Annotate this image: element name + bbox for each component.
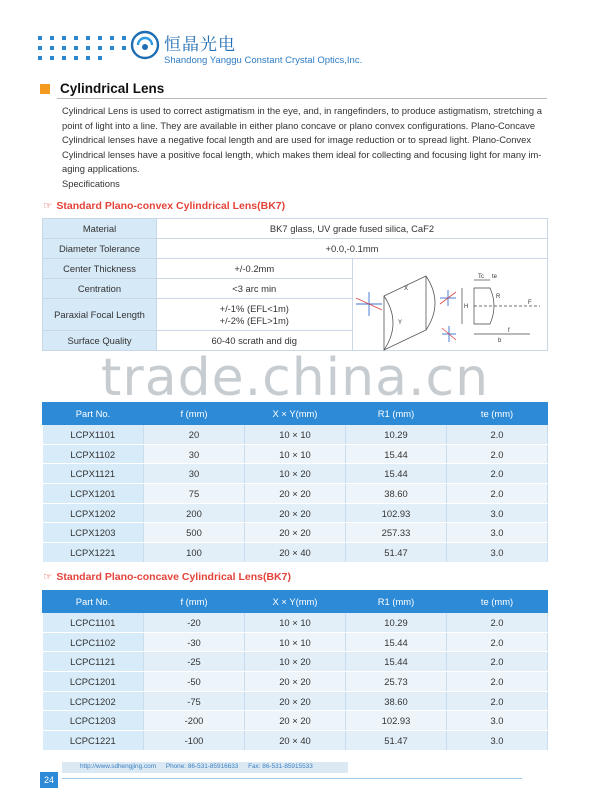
table-cell: LCPC1202 [43, 691, 144, 711]
table-cell: 10.29 [346, 613, 447, 633]
diagram-label: Tc [478, 274, 484, 280]
column-header: Part No. [43, 403, 144, 425]
header-dot [50, 36, 54, 40]
table-cell: 10.29 [346, 425, 447, 445]
pointing-hand-icon: ☞ [43, 200, 53, 212]
header-dot [62, 46, 66, 50]
company-name-en: Shandong Yanggu Constant Crystal Optics,Inc. [164, 55, 363, 66]
company-name-cn: 恒晶光电 [164, 35, 236, 55]
diagram-label: Y [398, 320, 403, 326]
header-dot [74, 56, 78, 60]
header-dot [110, 46, 114, 50]
header-dot [122, 36, 126, 40]
column-header: te (mm) [447, 591, 548, 613]
table-cell: LCPC1101 [43, 613, 144, 633]
spec-label: Paraxial Focal Length [43, 299, 157, 331]
header-dot [50, 56, 54, 60]
table-cell: 3.0 [447, 543, 548, 563]
table-cell: 20 × 40 [245, 731, 346, 751]
convex-table [42, 402, 548, 563]
table-cell: 500 [144, 523, 245, 543]
header-dot [86, 46, 90, 50]
table-cell: LCPC1102 [43, 632, 144, 652]
header-dot [86, 56, 90, 60]
spec-row [43, 239, 548, 259]
spec-value: 60-40 scrath and dig [157, 331, 353, 351]
table-cell: 20 × 20 [245, 672, 346, 692]
header-dot [62, 36, 66, 40]
table-cell: 10 × 10 [245, 444, 346, 464]
spec-value [157, 299, 353, 331]
table-cell: 2.0 [447, 613, 548, 633]
paraxial-value-1: +/-1% (EFL<1m) [219, 302, 289, 314]
diagram-label: te [492, 274, 498, 280]
table-cell: 2.0 [447, 691, 548, 711]
table-cell: 102.93 [346, 711, 447, 731]
section-marker [40, 84, 50, 94]
pointing-hand-icon: ☞ [43, 571, 53, 583]
table-cell: 20 × 40 [245, 543, 346, 563]
table-row [43, 632, 548, 652]
intro-line: Cylindrical lenses have a negative focal length and are used for image reduction or to spread light. Plano-Convex [62, 134, 532, 145]
table-cell: 3.0 [447, 731, 548, 751]
header-dot [110, 36, 114, 40]
concave-table [42, 590, 548, 751]
intro-line: Cylindrical lenses have a positive focal length, which makes them ideal for collecting and focusing light for many im- [62, 148, 542, 160]
table-row [43, 672, 548, 692]
table-cell: 51.47 [346, 731, 447, 751]
table-cell: 200 [144, 503, 245, 523]
table-cell: 20 × 20 [245, 711, 346, 731]
table-row [43, 711, 548, 731]
spec-label: Centration [43, 279, 157, 299]
column-header: Part No. [43, 591, 144, 613]
header-dot [38, 36, 42, 40]
table-cell: 38.60 [346, 691, 447, 711]
table-row [43, 652, 548, 672]
column-header: X × Y(mm) [245, 403, 346, 425]
header-dot [98, 56, 102, 60]
column-header: X × Y(mm) [245, 591, 346, 613]
table-cell: 2.0 [447, 464, 548, 484]
table-cell: -20 [144, 613, 245, 633]
table-cell: 2.0 [447, 425, 548, 445]
table-cell: 2.0 [447, 652, 548, 672]
spec-label: Surface Quality [43, 331, 157, 351]
convex-heading-text: Standard Plano-convex Cylindrical Lens(BK7) [56, 200, 286, 212]
diagram-label: f [508, 328, 510, 334]
column-header: R1 (mm) [346, 403, 447, 425]
diagram-label: H [464, 304, 469, 310]
table-cell: 10 × 20 [245, 652, 346, 672]
watermark-text: trade.china.cn [100, 348, 490, 408]
spec-value: +/-0.2mm [157, 259, 353, 279]
diagram-label: F [528, 300, 532, 306]
table-cell: 10 × 10 [245, 613, 346, 633]
spec-value: <3 arc min [157, 279, 353, 299]
table-cell: 30 [144, 444, 245, 464]
section-title: Cylindrical Lens [60, 81, 165, 96]
table-cell: -100 [144, 731, 245, 751]
footer-contact [80, 763, 321, 770]
column-header: f (mm) [144, 403, 245, 425]
table-cell: 15.44 [346, 444, 447, 464]
table-cell: 51.47 [346, 543, 447, 563]
table-row [43, 691, 548, 711]
table-cell: 102.93 [346, 503, 447, 523]
convex-heading [43, 200, 285, 212]
table-cell: -25 [144, 652, 245, 672]
table-cell: 3.0 [447, 523, 548, 543]
column-header: R1 (mm) [346, 591, 447, 613]
table-cell: 10 × 10 [245, 425, 346, 445]
table-cell: 20 × 20 [245, 691, 346, 711]
table-cell: 20 [144, 425, 245, 445]
table-cell: LCPX1201 [43, 484, 144, 504]
table-cell: 2.0 [447, 672, 548, 692]
table-row [43, 425, 548, 445]
table-cell: LCPC1121 [43, 652, 144, 672]
table-cell: 10 × 10 [245, 632, 346, 652]
table-row [43, 484, 548, 504]
table-cell: LCPX1121 [43, 464, 144, 484]
table-cell: 2.0 [447, 484, 548, 504]
header-dot [38, 56, 42, 60]
cylindrical-lens-diagram [352, 268, 544, 356]
intro-line: Cylindrical Lens is used to correct astigmatism in the eye, and, in rangefinders, to produce astigmatism, stretching a [62, 105, 542, 116]
table-cell: LCPX1101 [43, 425, 144, 445]
header-dot [50, 46, 54, 50]
table-cell: LCPC1221 [43, 731, 144, 751]
table-cell: 15.44 [346, 652, 447, 672]
table-cell: 75 [144, 484, 245, 504]
spec-value: +0.0,-0.1mm [157, 239, 548, 259]
header-dot [98, 36, 102, 40]
table-cell: 25.73 [346, 672, 447, 692]
concave-heading-text: Standard Plano-concave Cylindrical Lens(BK7) [56, 571, 291, 583]
diagram-label: b [498, 338, 502, 344]
concave-heading [43, 571, 291, 583]
footer-url[interactable]: http://www.sdhengjing.com [80, 763, 157, 770]
header-dot [98, 46, 102, 50]
table-cell: 20 × 20 [245, 503, 346, 523]
header-dot [74, 46, 78, 50]
header-dot [122, 46, 126, 50]
table-cell: -75 [144, 691, 245, 711]
page-number: 24 [40, 772, 58, 788]
table-cell: 3.0 [447, 711, 548, 731]
table-cell: 30 [144, 464, 245, 484]
header-dot [74, 36, 78, 40]
table-cell: 15.44 [346, 632, 447, 652]
table-cell: 20 × 20 [245, 484, 346, 504]
table-cell: LCPX1102 [43, 444, 144, 464]
specifications-label: Specifications [62, 177, 120, 189]
table-cell: LCPX1203 [43, 523, 144, 543]
footer-phone: Phone: 86-531-85916633 [165, 763, 239, 770]
table-cell: 2.0 [447, 444, 548, 464]
table-row [43, 464, 548, 484]
intro-line: point of light into a line. They are available in either plano concave or plano convex configurations. Plano-Concave [62, 119, 536, 131]
column-header: te (mm) [447, 403, 548, 425]
footer-divider [62, 778, 522, 779]
table-cell: 100 [144, 543, 245, 563]
table-cell: -50 [144, 672, 245, 692]
table-row [43, 731, 548, 751]
diagram-label: R [496, 294, 501, 300]
header-dot-pattern [38, 36, 130, 62]
title-divider [57, 98, 547, 99]
table-cell: 20 × 20 [245, 523, 346, 543]
table-cell: 257.33 [346, 523, 447, 543]
intro-text [62, 104, 552, 191]
spec-label: Diameter Tolerance [43, 239, 157, 259]
company-logo-icon [130, 30, 160, 60]
header-dot [86, 36, 90, 40]
diagram-label: X [404, 286, 409, 292]
table-row [43, 543, 548, 563]
spec-row [43, 219, 548, 239]
table-cell: LCPX1202 [43, 503, 144, 523]
table-cell: LCPX1221 [43, 543, 144, 563]
footer-fax: Fax: 86-531-85915533 [248, 763, 313, 770]
spec-value: BK7 glass, UV grade fused silica, CaF2 [157, 219, 548, 239]
intro-line: aging applications. [62, 163, 140, 174]
table-cell: LCPC1201 [43, 672, 144, 692]
table-cell: 15.44 [346, 464, 447, 484]
header-dot [62, 56, 66, 60]
table-cell: LCPC1203 [43, 711, 144, 731]
table-row [43, 613, 548, 633]
table-cell: 38.60 [346, 484, 447, 504]
table-cell: -200 [144, 711, 245, 731]
table-row [43, 503, 548, 523]
table-header-row [43, 591, 548, 613]
spec-label: Center Thickness [43, 259, 157, 279]
table-cell: -30 [144, 632, 245, 652]
header-dot [38, 46, 42, 50]
table-cell: 3.0 [447, 503, 548, 523]
spec-label: Material [43, 219, 157, 239]
table-row [43, 444, 548, 464]
table-cell: 10 × 20 [245, 464, 346, 484]
table-cell: 2.0 [447, 632, 548, 652]
table-row [43, 523, 548, 543]
column-header: f (mm) [144, 591, 245, 613]
paraxial-value-2: +/-2% (EFL>1m) [219, 314, 289, 326]
